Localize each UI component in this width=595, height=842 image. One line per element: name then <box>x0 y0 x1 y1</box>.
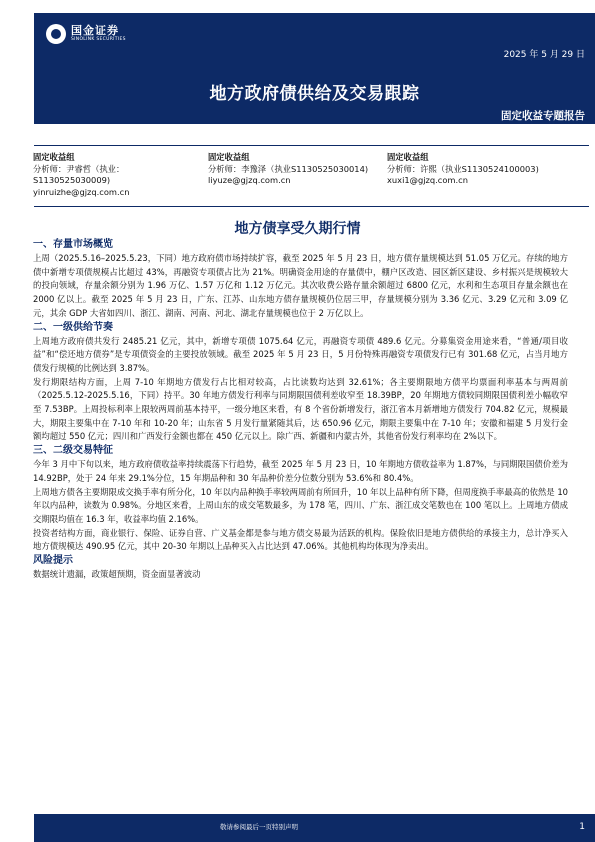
analyst-divider <box>34 206 589 207</box>
paragraph: 发行期限结构方面，上周 7-10 年期地方债发行占比相对较高，占比读数均达到 32.61%；各主要期限地方债平均票面利率基本与两周前（2025.5.12-2025.5.16，下同）持平。30 年地方债发行利率与同期限国债利差收窄至 18.39BP，20 年期地方债较同期限国债利差小幅收窄至 7.53BP。上周投标利率上限较两周前基本持平，一级分地区来看，有 8 个省份新增发行，浙江省本月新增地方债发行 704.82 亿元，规模最大，期限主要集中在 7-10 年和 10-20 年；山东省 5 月发行量紧随其后，达 650.96 亿元，期限主要集中在 7-10 年；安徽和福建 5 月发行金额均超过 550 亿元；四川和广西发行金额也都在 450 亿元以上。除广西、新疆和内蒙古外，其他省份发行利率均在 2%以下。 <box>33 376 568 442</box>
risk-text: 数据统计遗漏，政策超预期，资金面显著波动 <box>33 569 201 580</box>
analyst-info <box>33 152 593 204</box>
analyst-team: 固定收益组 <box>208 152 250 162</box>
paragraph: 上周地方政府债共发行 2485.21 亿元，其中，新增专项债 1075.64 亿元，再融资专项债 489.6 亿元。分募集资金用途来看，“普通/项目收益”和“偿还地方债券”是专项债资金的主要投放领域。截至 2025 年 5 月 23 日，5 月份特殊再融资专项债发行已有 301.68 亿元，占当月地方债发行规模的比例达到 3.87%。 <box>33 335 568 373</box>
analyst-3 <box>387 152 587 187</box>
analyst-team: 固定收益组 <box>33 152 75 162</box>
company-logo <box>46 24 126 44</box>
analyst-1 <box>33 152 203 198</box>
report-body <box>33 238 568 582</box>
paragraph: 上周（2025.5.16–2025.5.23，下同）地方政府债市场持续扩容，截至 2025 年 5 月 23 日，地方债存量规模达到 51.05 万亿元。存续的地方债中新增专项债规模占比超过 43%，再融资专项债占比为 21%。明确资金用途的存量债中，棚户区改造、园区新区建设、乡村振兴是规模较大的投向领域，存量余额分别为 1.96 万亿、1.57 万亿和 1.12 万亿元。其次收费公路存量余额超过 6800 亿元，水利和生态项目存量余额也在 2000 亿以上。截至 2025 年 5 月 23 日，广东、江苏、山东地方债存量规模仍位居三甲，存量规模分别为 3.36 亿元、3.29 亿元和 3.09 亿元，其余 GDP 大省如四川、浙江、湖南、河南、河北、湖北存量规模也位于 2 万亿以上。 <box>33 253 568 318</box>
analyst-name: 分析师：李豫泽（执业S1130525030014) <box>208 163 369 174</box>
report-subtype: 证券研究报告 <box>540 125 585 134</box>
section-heading: 一、存量市场概览 <box>33 239 113 250</box>
report-type: 固定收益专题报告 <box>501 110 585 122</box>
analyst-2 <box>208 152 388 187</box>
header-divider <box>34 145 589 146</box>
report-header <box>34 13 595 134</box>
page-number: 1 <box>579 822 585 832</box>
analyst-email[interactable]: liyuze@gjzq.com.cn <box>208 175 291 185</box>
report-title: 地方政府债供给及交易跟踪 <box>209 84 420 104</box>
section-heading: 二、一级供给节奏 <box>33 321 113 333</box>
logo-name-cn: 国金证券 <box>71 24 119 37</box>
section-heading: 三、二级交易特征 <box>33 445 113 457</box>
logo-icon <box>46 24 66 44</box>
analyst-team: 固定收益组 <box>387 152 429 162</box>
summary-title: 地方债享受久期行情 <box>234 221 361 237</box>
paragraph: 投资者结构方面，商业银行、保险、证券自营、广义基金都是参与地方债交易最为活跃的机构。保险依旧是地方债供给的承接主力，总计净买入地方债规模达 490.95 亿元，其中 20-30 年期以上品种买入占比达到 47.06%。其他机构均体现为净卖出。 <box>33 527 568 552</box>
risk-heading: 风险提示 <box>33 555 73 567</box>
analyst-name: 分析师：许熙（执业S1130524100003) <box>387 163 539 174</box>
page-footer <box>34 814 595 842</box>
logo-name-en: SINOLINK SECURITIES <box>71 37 126 42</box>
paragraph: 上周地方债各主要期限成交换手率有所分化，10 年以内品种换手率较两周前有所回升，10 年以上品种有所下降，但周度换手率最高的依然是 10 年以内品种，读数为 0.98%。分地区来看，上周山东的成交笔数最多，为 178 笔，四川、广东、浙江成交笔数也在 100 笔以上。上周地方债成交期限均值在 16.3 年，收益率均值 2.16%。 <box>33 486 568 524</box>
analyst-name: 分析师：尹睿哲（执业： <box>33 163 125 174</box>
footer-disclaimer[interactable]: 敬请参阅最后一页特别声明 <box>220 823 298 831</box>
analyst-license: S1130525030009) <box>33 175 111 185</box>
report-date: 2025 年 5 月 29 日 <box>503 50 585 60</box>
paragraph: 今年 3 月中下旬以来，地方政府债收益率持续震荡下行趋势，截至 2025 年 5 月 23 日，10 年期地方债收益率为 1.87%，与同期限国债价差为 14.92BP，处于 24 年来 29.1%分位，15 年期品种和 30 年品种价差分位数分别为 53.6%和 80.4%。 <box>33 459 568 483</box>
analyst-email[interactable]: yinruizhe@gjzq.com.cn <box>33 186 130 197</box>
analyst-email[interactable]: xuxi1@gjzq.com.cn <box>387 175 468 185</box>
